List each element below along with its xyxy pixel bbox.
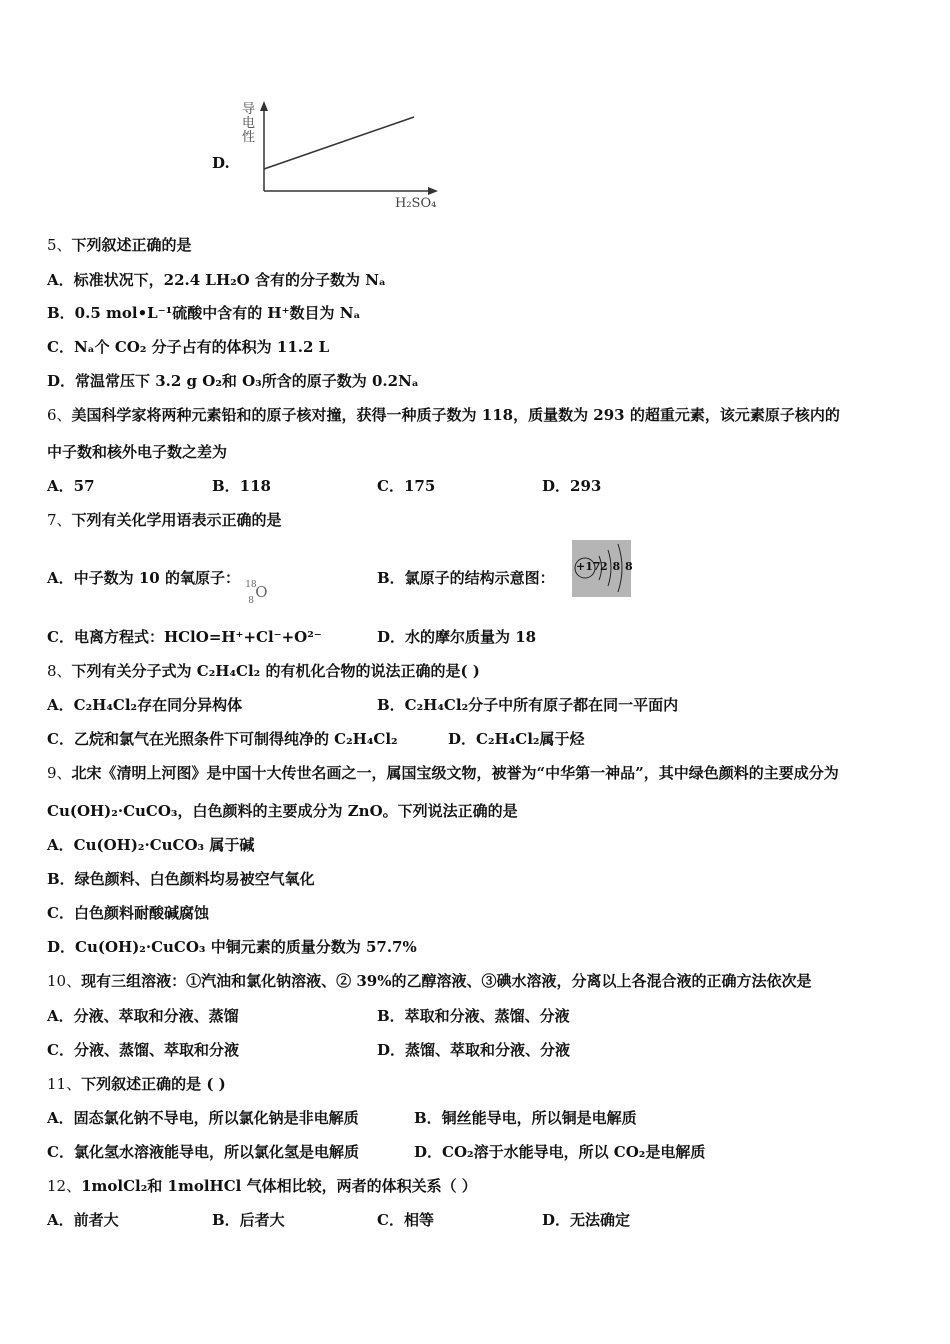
conductivity-graph <box>200 95 450 220</box>
q6-option-c: C．175 <box>377 477 436 495</box>
q6-option-b: B．118 <box>212 477 271 495</box>
q7-stem: 7、下列有关化学用语表示正确的是 <box>47 511 282 529</box>
q5-option-c: C．Nₐ个 CO₂ 分子占有的体积为 11.2 L <box>47 338 330 356</box>
q10-stem: 10、现有三组溶液：①汽油和氯化钠溶液、② 39%的乙醇溶液、③碘水溶液，分离以上各混合液的正确方法依次是 <box>47 972 812 990</box>
q10-option-d: D．蒸馏、萃取和分液、分液 <box>377 1041 571 1059</box>
x-axis-label: H₂SO₄ <box>395 196 437 211</box>
q6-option-a: A．57 <box>47 477 95 495</box>
q8-option-c: C．乙烷和氯气在光照条件下可制得纯净的 C₂H₄Cl₂ <box>47 730 398 748</box>
y-axis-label: 导电性 <box>242 102 256 145</box>
q11-option-a: A．固态氯化钠不导电，所以氯化钠是非电解质 <box>47 1109 359 1127</box>
q12-stem: 12、1molCl₂和 1molHCl 气体相比较，两者的体积关系（ ） <box>47 1177 477 1195</box>
q11-option-c: C．氯化氢水溶液能导电，所以氯化氢是电解质 <box>47 1143 359 1161</box>
chlorine-atom-diagram: +17 2 8 8 <box>572 540 631 597</box>
q7-option-c: C．电离方程式：HClO=H⁺+Cl⁻+O²⁻ <box>47 628 322 646</box>
q8-option-d: D．C₂H₄Cl₂属于烃 <box>448 730 585 748</box>
q11-option-d: D．CO₂溶于水能导电，所以 CO₂是电解质 <box>414 1143 706 1161</box>
q10-option-b: B．萃取和分液、蒸馏、分液 <box>377 1007 570 1025</box>
q5-option-d: D．常温常压下 3.2 g O₂和 O₃所含的原子数为 0.2Nₐ <box>47 372 419 390</box>
q9-option-a: A．Cu(OH)₂·CuCO₃ 属于碱 <box>47 836 255 854</box>
q9-option-b: B．绿色颜料、白色颜料均易被空气氧化 <box>47 870 315 888</box>
q5-option-a: A．标准状况下，22.4 LH₂O 含有的分子数为 Nₐ <box>47 271 386 289</box>
q6-stem: 6、美国科学家将两种元素铅和的原子核对撞，获得一种质子数为 118，质量数为 293 的超重元素，该元素原子核内的 <box>47 406 840 424</box>
q9-option-c: C．白色颜料耐酸碱腐蚀 <box>47 904 209 922</box>
q12-option-b: B．后者大 <box>212 1211 285 1229</box>
q10-option-c: C．分液、蒸馏、萃取和分液 <box>47 1041 239 1059</box>
q9-stem: 9、北宋《清明上河图》是中国十大传世名画之一，属国宝级文物，被誉为“中华第一神品”，其中绿色颜料的主要成分为 <box>47 764 839 782</box>
q8-stem: 8、下列有关分子式为 C₂H₄Cl₂ 的有机化合物的说法正确的是( ) <box>47 662 480 680</box>
q6-stem-line2: 中子数和核外电子数之差为 <box>47 443 228 461</box>
q11-option-b: B．铜丝能导电，所以铜是电解质 <box>414 1109 637 1127</box>
q5-stem: 5、下列叙述正确的是 <box>47 236 192 254</box>
q10-option-a: A．分液、萃取和分液、蒸馏 <box>47 1007 239 1025</box>
q8-option-b: B．C₂H₄Cl₂分子中所有原子都在同一平面内 <box>377 696 679 714</box>
q9-stem-line2: Cu(OH)₂·CuCO₃，白色颜料的主要成分为 ZnO。下列说法正确的是 <box>47 802 518 820</box>
q7-option-a: A．中子数为 10 的氧原子： 18 8 O <box>47 569 268 606</box>
q4-option-d-label: D. <box>212 154 230 172</box>
conductivity-line <box>264 117 414 169</box>
q5-option-b: B．0.5 mol•L⁻¹硫酸中含有的 H⁺数目为 Nₐ <box>47 304 361 322</box>
q9-option-d: D．Cu(OH)₂·CuCO₃ 中铜元素的质量分数为 57.7% <box>47 938 417 956</box>
q7-option-b: B．氯原子的结构示意图： <box>377 569 555 587</box>
q12-option-d: D．无法确定 <box>542 1211 631 1229</box>
q8-option-a: A．C₂H₄Cl₂存在同分异构体 <box>47 696 243 714</box>
q12-option-c: C．相等 <box>377 1211 434 1229</box>
q7-option-d: D．水的摩尔质量为 18 <box>377 628 537 646</box>
q12-option-a: A．前者大 <box>47 1211 119 1229</box>
q11-stem: 11、下列叙述正确的是 ( ) <box>47 1075 226 1093</box>
q6-option-d: D．293 <box>542 477 602 495</box>
